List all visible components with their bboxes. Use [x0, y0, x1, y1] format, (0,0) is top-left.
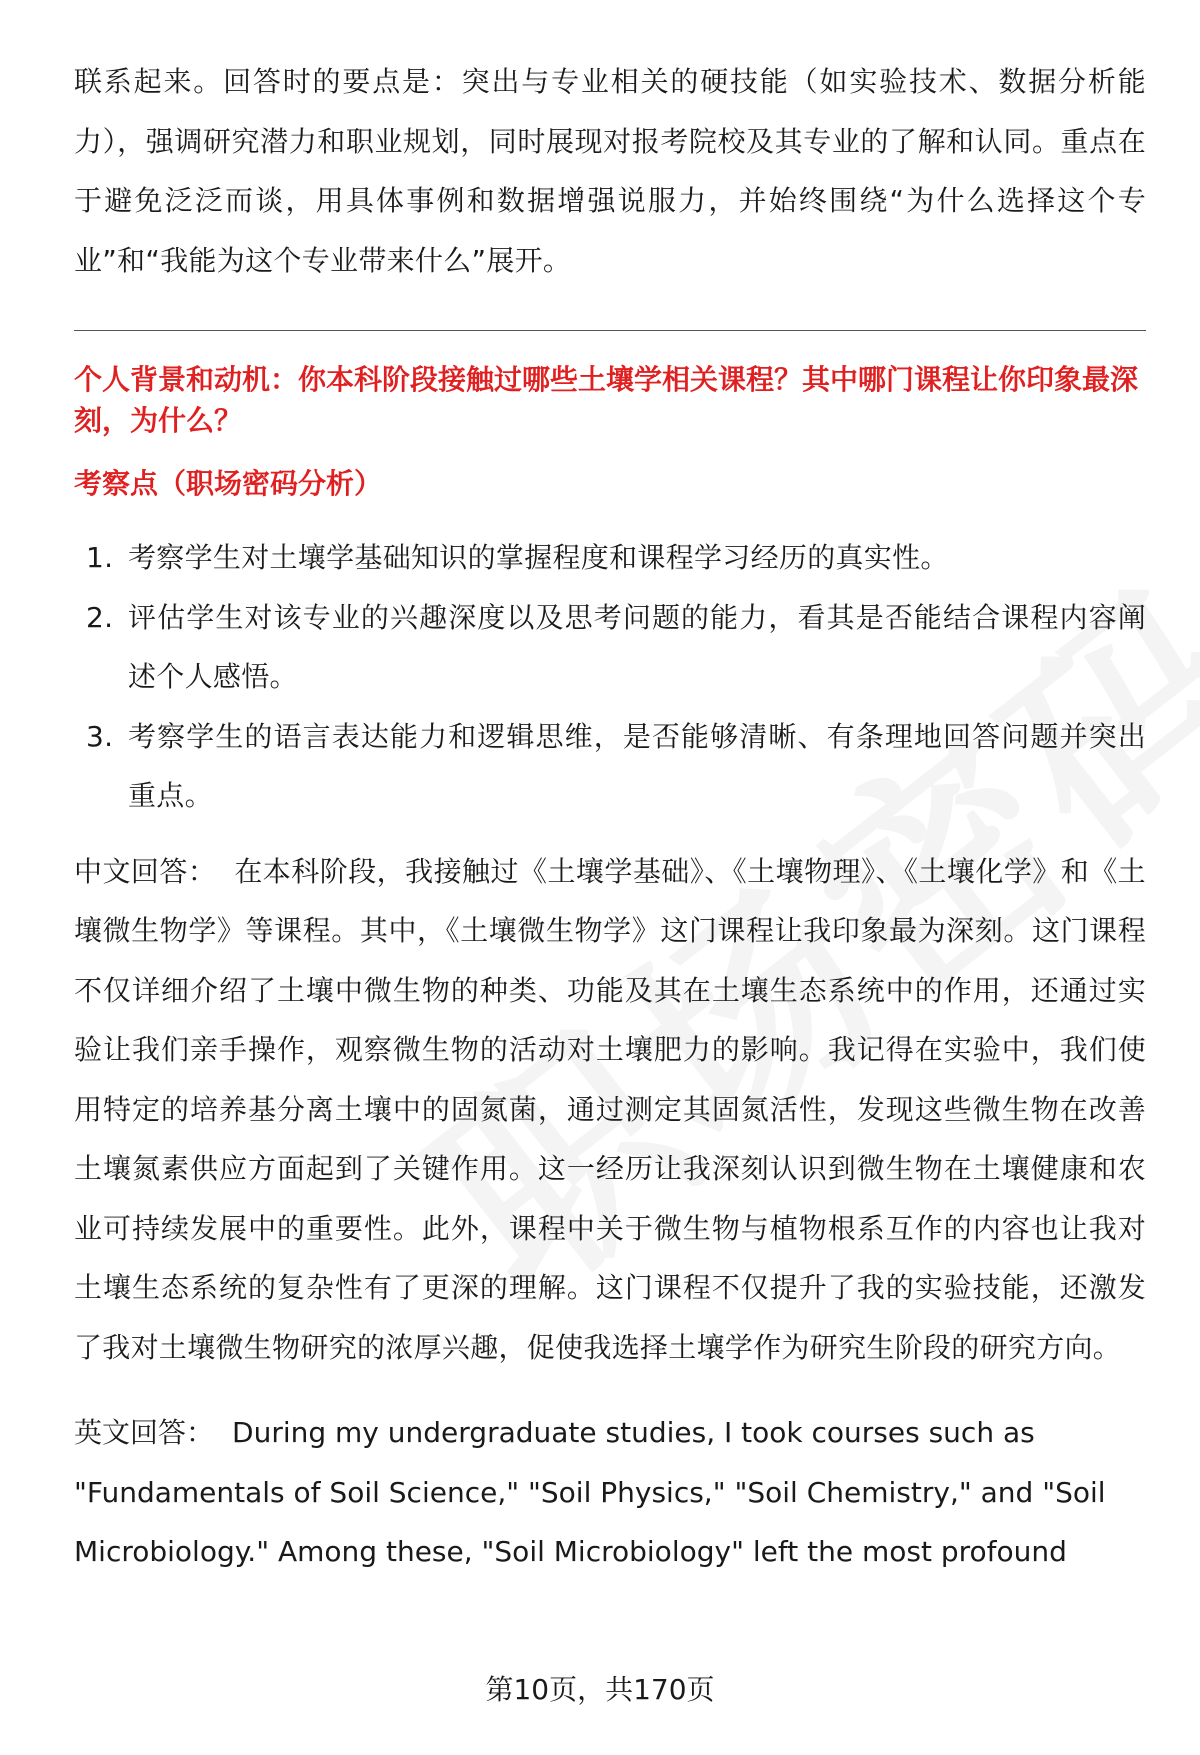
question-heading: 个人背景和动机：你本科阶段接触过哪些土壤学相关课程？其中哪门课程让你印象最深刻，为什么？	[74, 363, 1139, 437]
document-page	[74, 52, 1146, 1582]
assessment-heading: 考察点（职场密码分析）	[74, 467, 383, 500]
section-divider	[74, 330, 1146, 331]
list-item-text: 考察学生的语言表达能力和逻辑思维，是否能够清晰、有条理地回答问题并突出重点。	[128, 719, 1146, 812]
list-item-number: 1.	[86, 541, 114, 574]
page-footer: 第10页，共170页	[485, 1673, 715, 1706]
chinese-answer-text: 在本科阶段，我接触过《土壤学基础》、《土壤物理》、《土壤化学》和《土壤微生物学》等课程。其中，《土壤微生物学》这门课程让我印象最为深刻。这门课程不仅详细介绍了土壤中微生物的种类、功能及其在土壤生态系统中的作用，还通过实验让我们亲手操作，观察微生物的活动对土壤肥力的影响。我记得在实验中，我们使用特定的培养基分离土壤中的固氮菌，通过测定其固氮活性，发现这些微生物在改善土壤氮素供应方面起到了关键作用。这一经历让我深刻认识到微生物在土壤健康和农业可持续发展中的重要性。此外，课程中关于微生物与植物根系互作的内容也让我对土壤生态系统的复杂性有了更深的理解。这门课程不仅提升了我的实验技能，还激发了我对土壤微生物研究的浓厚兴趣，促使我选择土壤学作为研究生阶段的研究方向。	[74, 854, 1146, 1364]
assessment-points-list	[74, 528, 1146, 826]
list-item-text: 考察学生对土壤学基础知识的掌握程度和课程学习经历的真实性。	[128, 541, 949, 574]
chinese-answer	[74, 842, 1146, 1378]
chinese-answer-label: 中文回答：	[74, 854, 217, 888]
list-item-text: 评估学生对该专业的兴趣深度以及思考问题的能力，看其是否能结合课程内容阐述个人感悟。	[128, 600, 1146, 693]
english-answer-label: 英文回答：	[74, 1416, 215, 1449]
list-item	[74, 707, 1146, 826]
english-answer	[74, 1403, 1146, 1582]
intro-paragraph: 联系起来。回答时的要点是：突出与专业相关的硬技能（如实验技术、数据分析能力），强调研究潜力和职业规划，同时展现对报考院校及其专业的了解和认同。重点在于避免泛泛而谈，用具体事例和数据增强说服力，并始终围绕“为什么选择这个专业”和“我能为这个专业带来什么”展开。	[74, 65, 1146, 277]
english-answer-text: During my undergraduate studies, I took courses such as "Fundamentals of Soil Science," "Soil Physics," "Soil Chemistry," and "Soil Microbiology." Among these, "Soil Microbiology" left the most profound	[74, 1416, 1106, 1568]
list-item	[74, 588, 1146, 707]
list-item	[74, 528, 1146, 588]
list-item-number: 2.	[86, 600, 114, 634]
list-item-number: 3.	[86, 719, 114, 753]
